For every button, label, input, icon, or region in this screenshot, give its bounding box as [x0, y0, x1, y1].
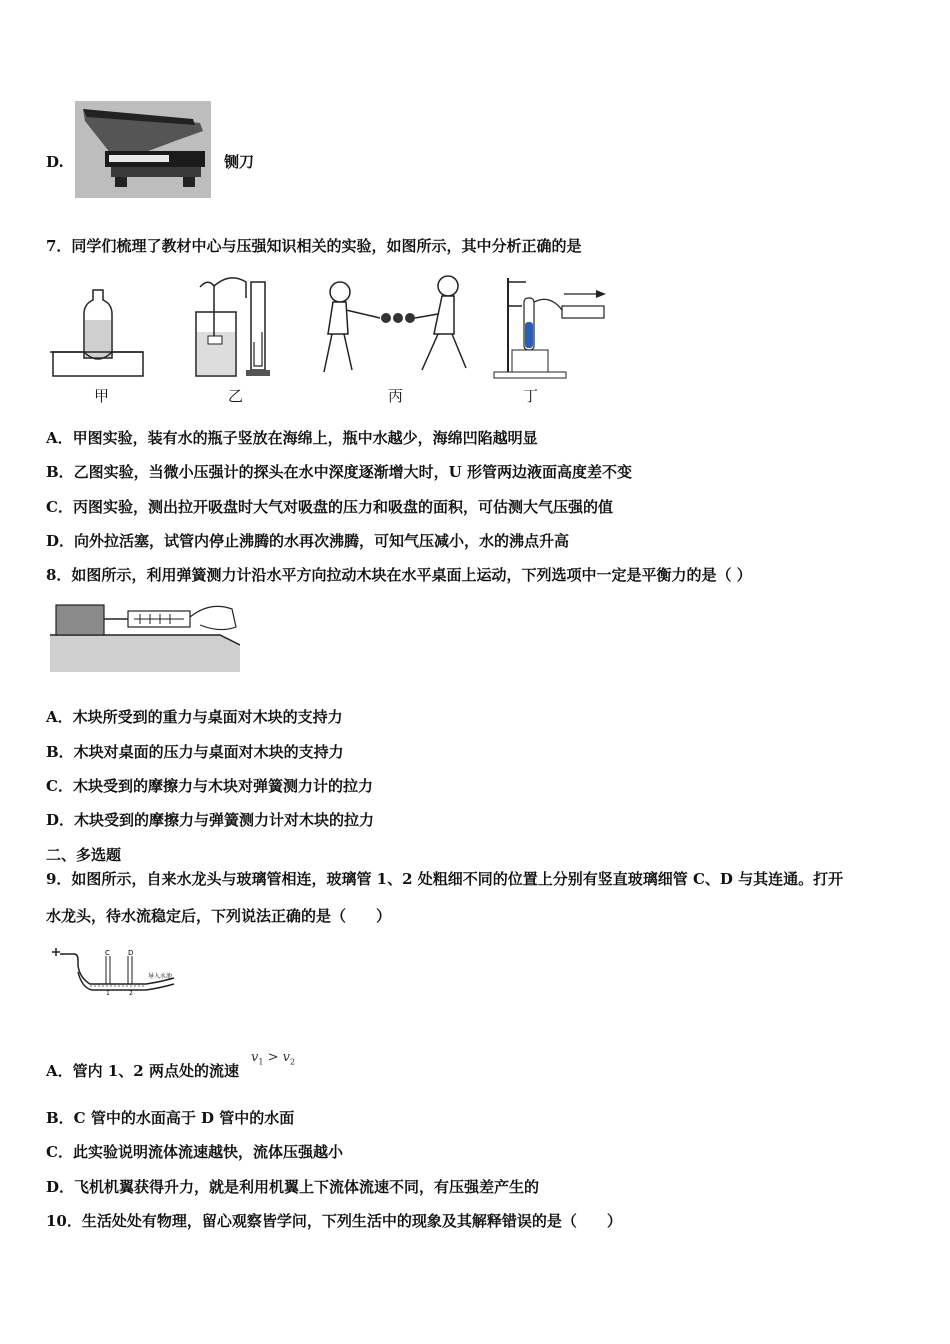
- label-2: 2: [129, 990, 133, 996]
- v1-symbol: v: [251, 1050, 259, 1065]
- q8-option-d: D．木块受到的摩擦力与弹簧测力计对木块的拉力: [46, 811, 375, 829]
- velocity-formula: [251, 1050, 295, 1067]
- v1-subscript: 1: [258, 1057, 264, 1067]
- label-d: D: [128, 949, 134, 957]
- bottle-on-sponge-figure: [50, 290, 143, 376]
- suction-cup-pull-figure: [324, 276, 466, 372]
- q7-option-b: B．乙图实验，当微小压强计的探头在水中深度逐渐增大时，U 形管两边液面高度差不变: [46, 463, 632, 481]
- q8-stem: 8．如图所示，利用弹簧测力计沿水平方向拉动木块在水平桌面上运动，下列选项中一定是平衡力的是（ ）: [46, 566, 752, 584]
- q9-stem-line2: 水龙头，待水流稳定后，下列说法正确的是（ ）: [46, 907, 392, 925]
- faucet-tube-figure: [50, 944, 190, 996]
- spring-scale-block-figure: [50, 597, 240, 672]
- v2-subscript: 2: [290, 1057, 296, 1067]
- greater-than: >: [267, 1050, 279, 1065]
- q10-stem: 10．生活处处有物理，留心观察皆学问，下列生活中的现象及其解释错误的是（ ）: [46, 1212, 622, 1230]
- q7-stem: 7．同学们梳理了教材中心与压强知识相关的实验，如图所示，其中分析正确的是: [46, 237, 582, 255]
- label-drain: 导入水池: [148, 973, 173, 980]
- caption-jia: 甲: [94, 387, 110, 405]
- guillotine-image: [75, 101, 211, 198]
- q9-stem-line1: 9．如图所示，自来水龙头与玻璃管相连，玻璃管 1、2 处粗细不同的位置上分别有竖直玻璃细管 C、D 与其连通。打开: [46, 870, 844, 888]
- pressure-gauge-figure: [196, 278, 270, 376]
- q8-option-c: C．木块受到的摩擦力与木块对弹簧测力计的拉力: [46, 777, 373, 795]
- q7-figures: [50, 272, 620, 384]
- q8-option-a: A．木块所受到的重力与桌面对木块的支持力: [46, 708, 343, 726]
- caption-yi: 乙: [228, 387, 244, 405]
- q7-option-c: C．丙图实验，测出拉开吸盘时大气对吸盘的压力和吸盘的面积，可估测大气压强的值: [46, 498, 613, 516]
- syringe-boiling-figure: [494, 278, 606, 378]
- q9-option-a: A．管内 1、2 两点处的流速: [46, 1062, 239, 1080]
- q9-option-b: B．C 管中的水面高于 D 管中的水面: [46, 1109, 295, 1127]
- q9-option-d: D．飞机机翼获得升力，就是利用机翼上下流体流速不同，有压强差产生的: [46, 1178, 540, 1196]
- q7-option-a: A．甲图实验，装有水的瓶子竖放在海绵上，瓶中水越少，海绵凹陷越明显: [46, 429, 538, 447]
- label-1: 1: [106, 990, 110, 996]
- caption-bing: 丙: [388, 387, 404, 405]
- q8-option-b: B．木块对桌面的压力与桌面对木块的支持力: [46, 743, 344, 761]
- caption-ding: 丁: [523, 387, 539, 405]
- q7-option-d: D．向外拉活塞，试管内停止沸腾的水再次沸腾，可知气压减小，水的沸点升高: [46, 532, 570, 550]
- section-multi-choice-heading: 二、多选题: [46, 846, 122, 864]
- label-c: C: [105, 949, 110, 957]
- q9-option-c: C．此实验说明流体流速越快，流体压强越小: [46, 1143, 343, 1161]
- v2-symbol: v: [282, 1050, 290, 1065]
- q6-option-d-letter: D.: [46, 153, 64, 171]
- q6-option-d-text: 铡刀: [224, 153, 255, 171]
